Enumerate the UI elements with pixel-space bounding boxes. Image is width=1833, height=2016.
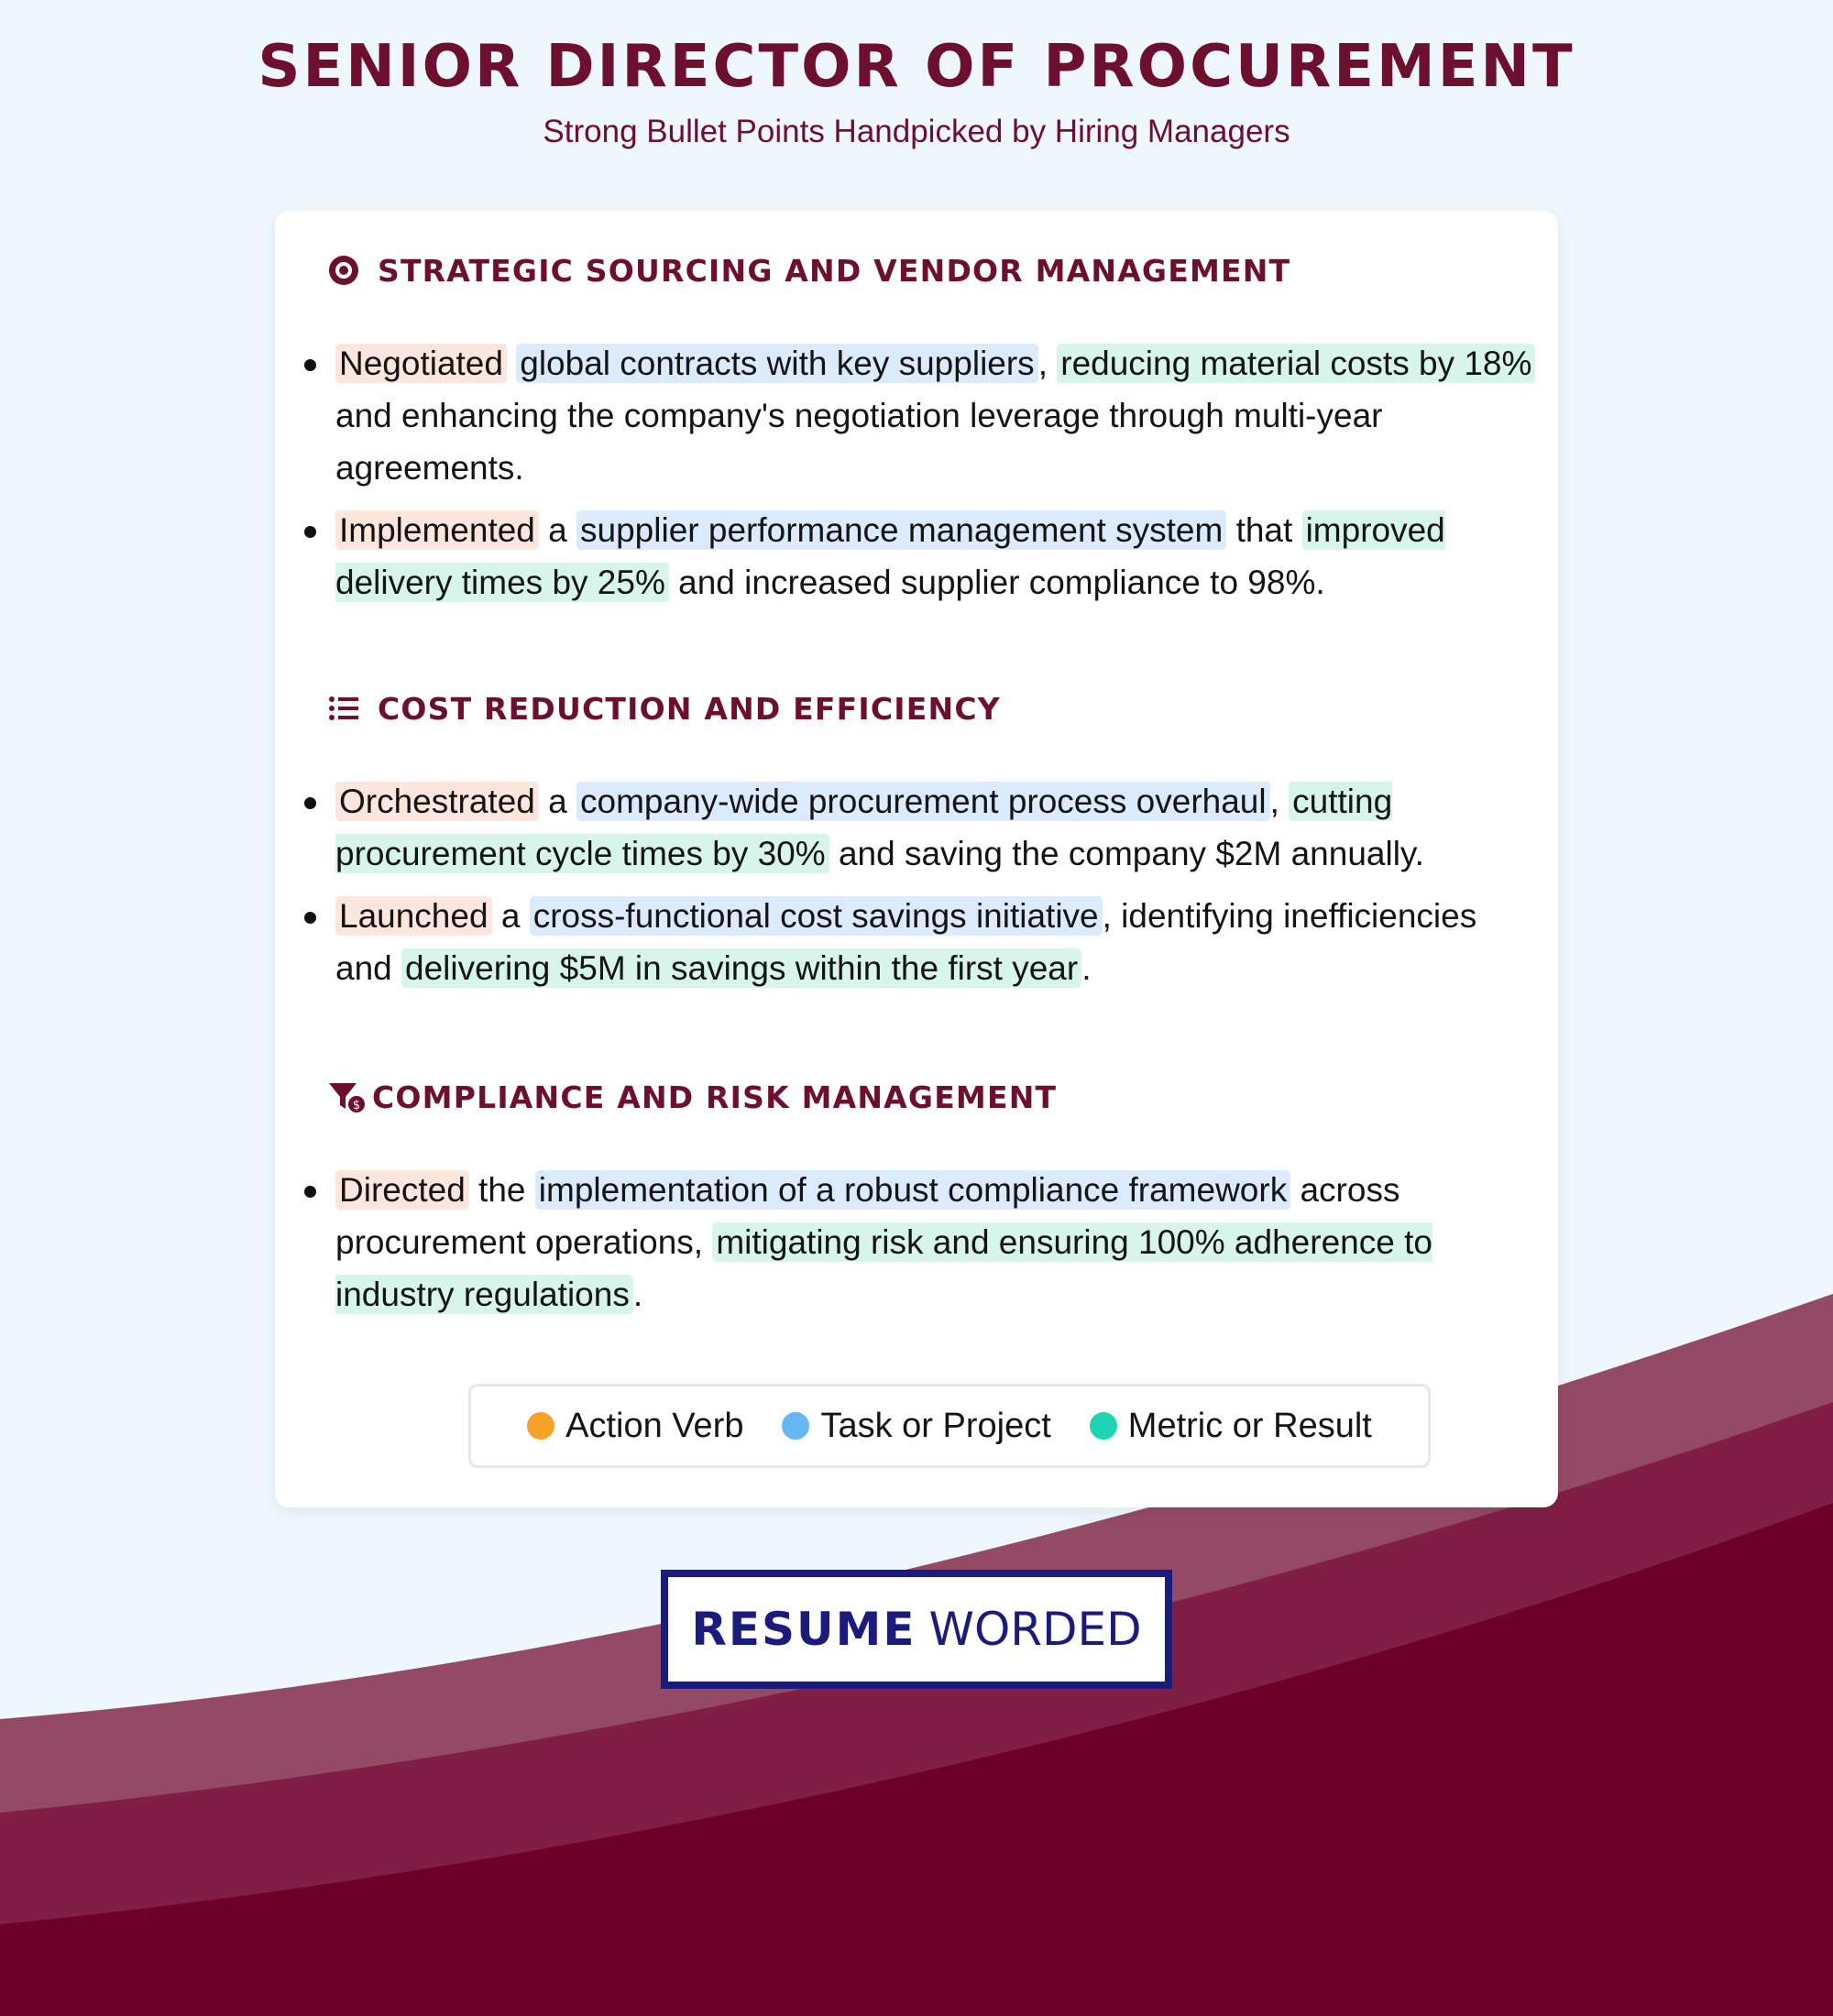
target-icon [328, 255, 359, 286]
task-highlight: supplier performance management system [576, 510, 1226, 550]
task-highlight: company-wide procurement process overhaul [576, 782, 1270, 821]
metric-highlight: mitigating risk and ensuring 100% adherence to industry regulations [335, 1223, 1432, 1313]
section-header [328, 685, 1001, 731]
section-header [328, 1074, 1057, 1120]
metric-highlight: reducing material costs by 18% [1057, 344, 1535, 383]
svg-text:$: $ [352, 1099, 361, 1112]
bullet-item [275, 775, 1558, 880]
bullet-text: . [632, 1276, 643, 1313]
list-icon [328, 693, 359, 724]
bullet-item [275, 337, 1558, 494]
bullet-list [275, 775, 1558, 1004]
section-title: COMPLIANCE AND RISK MANAGEMENT [372, 1079, 1058, 1115]
section-header [328, 247, 1290, 293]
funnel-dollar-icon [328, 1081, 359, 1112]
task-highlight: cross-functional cost savings initiative [530, 896, 1103, 936]
action-verb-highlight: Negotiated [335, 344, 507, 383]
task-highlight: global contracts with key suppliers [516, 344, 1037, 383]
action-verb-highlight: Implemented [335, 510, 539, 550]
bullet-text: , identifying inefficiencies and [335, 897, 1477, 987]
bullet-points-card [275, 211, 1558, 1507]
bullet-text: that [1226, 511, 1302, 549]
bullet-text: a [491, 897, 530, 935]
metric-highlight: cutting procurement cycle times by 30% [335, 783, 1393, 872]
action-verb-highlight: Launched [335, 896, 492, 936]
task-highlight: implementation of a robust compliance framework [535, 1170, 1290, 1210]
action-verb-dot [527, 1412, 554, 1440]
legend-action-verb [527, 1407, 743, 1446]
section-title: COST REDUCTION AND EFFICIENCY [378, 690, 1001, 727]
bullet-text: the [468, 1171, 535, 1209]
bullet-item [275, 504, 1558, 608]
metric-highlight: delivering $5M in savings within the first year [401, 948, 1081, 988]
bullet-text: a [538, 783, 577, 820]
highlight-legend [468, 1384, 1431, 1468]
bullet-item [275, 1164, 1558, 1320]
logo-bold-text: RESUME [691, 1603, 916, 1656]
bullet-text [507, 345, 516, 382]
bullet-text: and increased supplier compliance to 98%. [668, 564, 1325, 601]
action-verb-highlight: Directed [335, 1170, 469, 1210]
page-subtitle: Strong Bullet Points Handpicked by Hiring Managers [543, 114, 1290, 149]
legend-label: Metric or Result [1127, 1406, 1372, 1445]
bullet-list [275, 1164, 1558, 1331]
action-verb-highlight: Orchestrated [335, 782, 539, 821]
logo-light-text: WORDED [928, 1603, 1142, 1656]
metric-highlight: improved delivery times by 25% [335, 511, 1445, 601]
legend-label: Action Verb [565, 1406, 744, 1445]
bullet-text: , [1269, 783, 1290, 820]
bullet-item [275, 890, 1558, 994]
bullet-text: and saving the company $2M annually. [829, 835, 1424, 872]
resume-worded-logo[interactable] [661, 1570, 1172, 1689]
metric-dot [1090, 1412, 1117, 1440]
legend-metric-or-result [1090, 1407, 1372, 1446]
page-title: SENIOR DIRECTOR OF PROCUREMENT [258, 33, 1575, 101]
bullet-text: a [538, 511, 577, 549]
bullet-text: across procurement operations, [335, 1171, 1400, 1261]
legend-task-or-project [782, 1407, 1050, 1446]
bullet-text: , [1037, 345, 1058, 382]
bullet-text: . [1081, 949, 1092, 987]
legend-label: Task or Project [820, 1406, 1051, 1445]
section-title: STRATEGIC SOURCING AND VENDOR MANAGEMENT [378, 252, 1291, 289]
bullet-list [275, 337, 1558, 619]
task-dot [782, 1412, 809, 1440]
bullet-text: and enhancing the company's negotiation leverage through multi-year agreements. [335, 397, 1383, 487]
